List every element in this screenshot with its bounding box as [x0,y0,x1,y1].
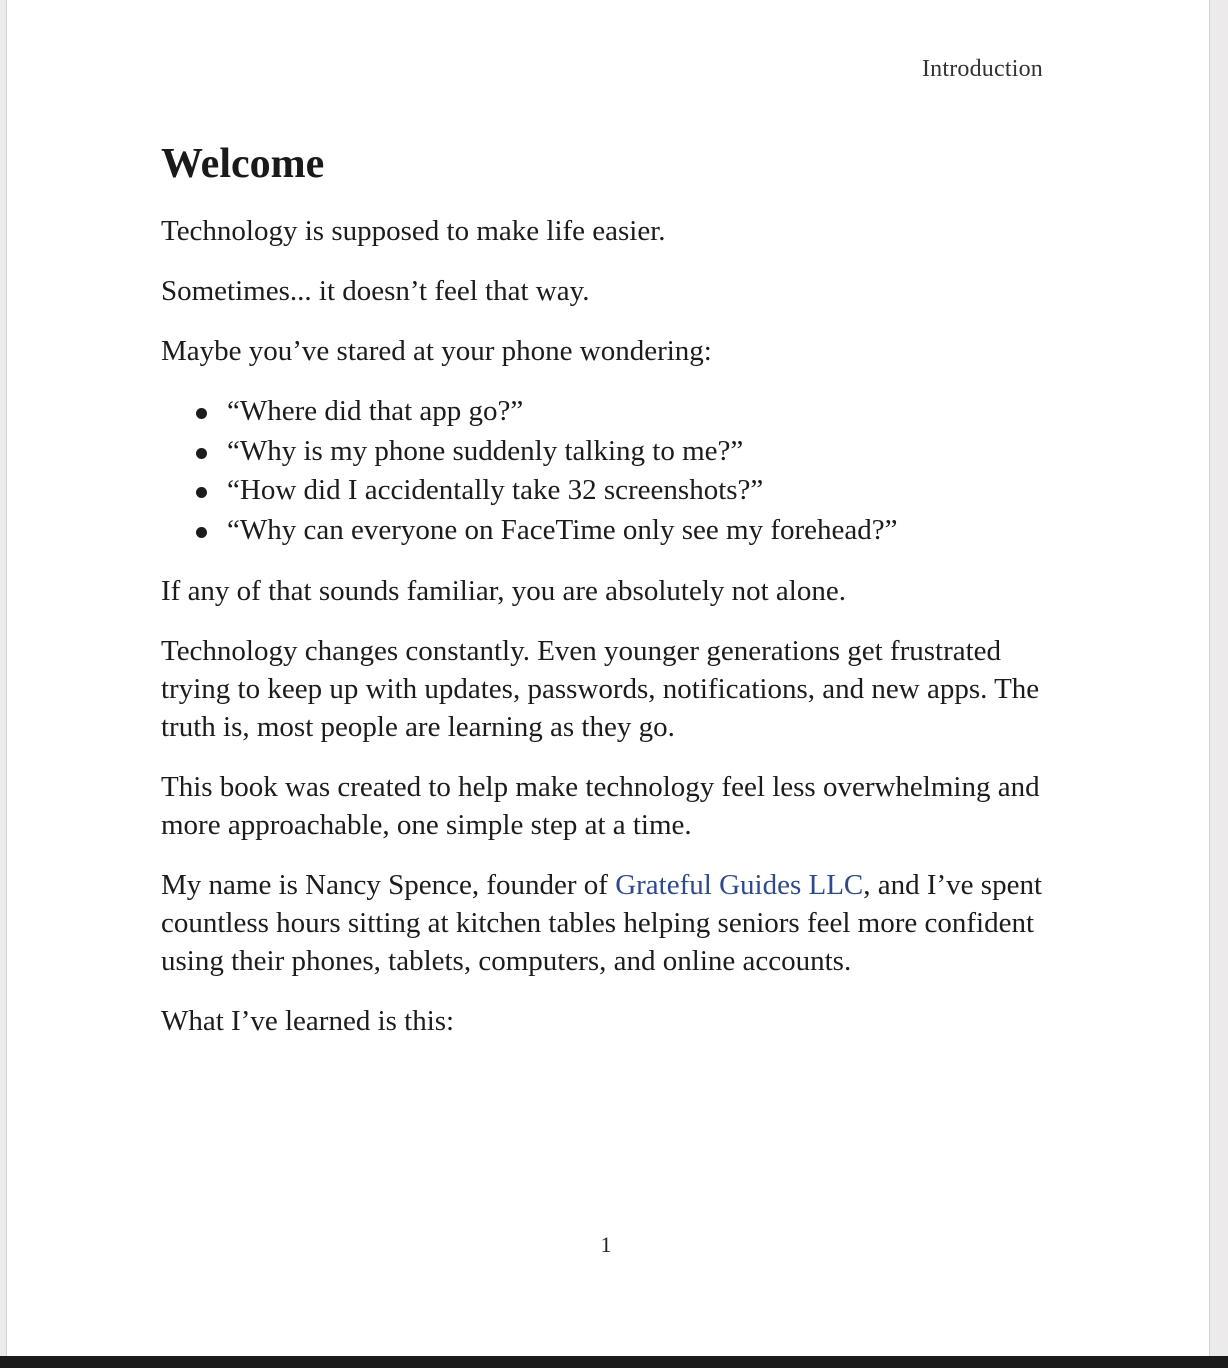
grateful-guides-link[interactable]: Grateful Guides LLC [615,869,864,901]
bottom-bar [0,1356,1228,1368]
list-item: “Where did that app go?” [227,392,1051,432]
running-header: Introduction [921,56,1043,82]
paragraph-7 [161,866,1051,980]
question-list [161,392,1051,550]
paragraph-1: Technology is supposed to make life easier. [161,215,666,247]
paragraph-7-intro: My name is Nancy Spence, founder of [161,869,616,901]
paragraph-6: This book was created to help make technology feel less overwhelming and more approachable, one simple step at a time. [161,771,1040,841]
paragraph-8: What I’ve learned is this: [161,1005,455,1037]
paragraph-2: Sometimes... it doesn’t feel that way. [161,275,590,307]
paragraph-5: Technology changes constantly. Even younger generations get frustrated trying to keep up with updates, passwords, notifications, and new apps. The truth is, most people are learning as they go. [161,635,1040,743]
page-content [161,138,1051,1062]
page-number: 1 [600,1232,612,1257]
paragraph-4: If any of that sounds familiar, you are absolutely not alone. [161,575,846,607]
paragraph-3: Maybe you’ve stared at your phone wondering: [161,335,712,367]
list-item: “Why is my phone suddenly talking to me?” [227,432,1051,472]
chapter-title: Welcome [161,141,325,187]
list-item: “Why can everyone on FaceTime only see my forehead?” [227,511,1051,551]
list-item: “How did I accidentally take 32 screenshots?” [227,471,1051,511]
document-page [6,0,1210,1356]
paragraph-7-rest: , and I’ve spent countless hours sitting at kitchen tables helping seniors feel more confident using their phones, tablets, computers, and online accounts. [161,869,1043,977]
